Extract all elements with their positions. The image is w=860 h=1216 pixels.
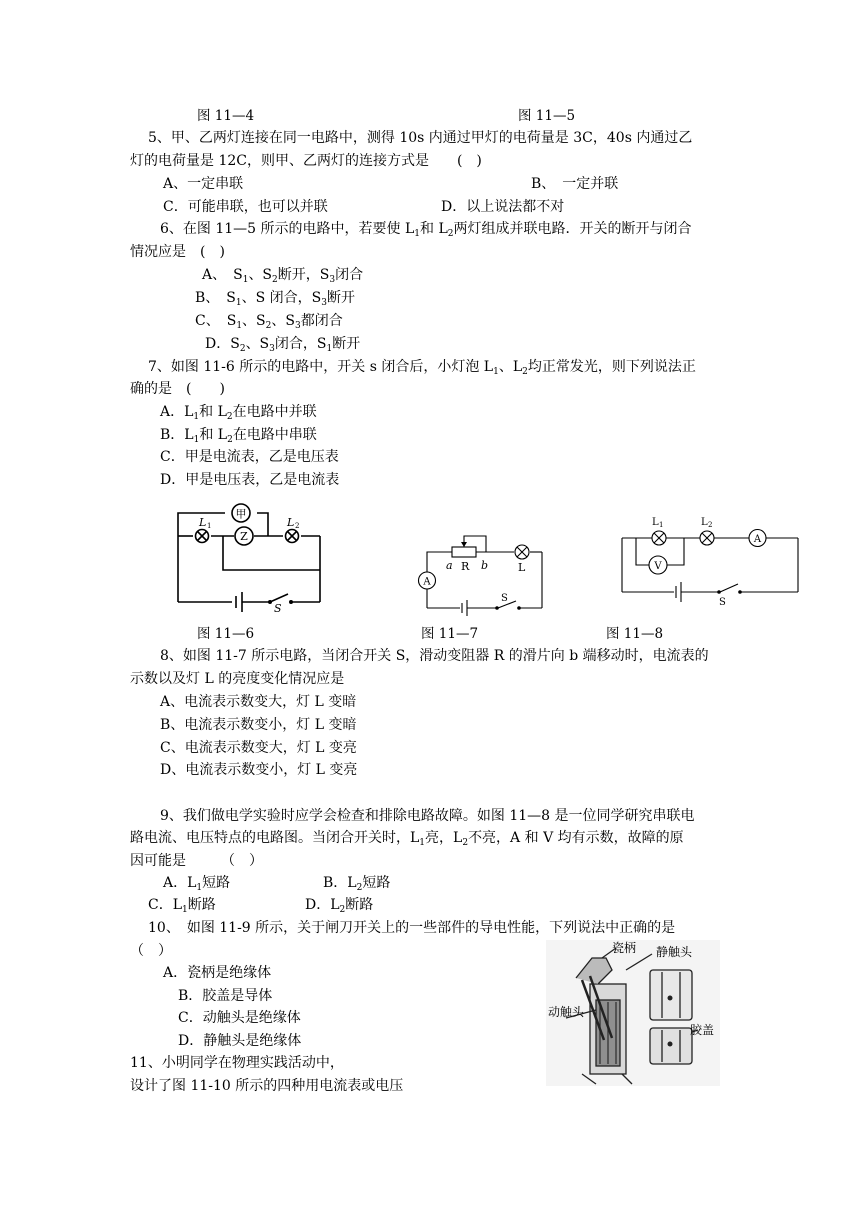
q5-option-b: B、 一定并联 <box>531 176 619 192</box>
circuit-fig-11-6 <box>170 500 330 615</box>
fig6-l1-sub: 1 <box>207 522 212 530</box>
q7-line2: 确的是 ( ) <box>130 381 225 397</box>
fig8-ammeter-label: A <box>753 534 762 545</box>
caption-fig-11-5: 图 11—5 <box>518 108 576 124</box>
q6-option-a: A、 $S_1$、$S_2$断开，$S_3$闭合 <box>202 267 364 285</box>
q7-option-b: B．$L_1$和 $L_2$在电路中串联 <box>160 427 317 445</box>
circuit-fig-11-7 <box>410 528 550 614</box>
q9-line3: 因可能是 （ ） <box>130 853 263 869</box>
fig6-l2-label: L <box>287 516 295 529</box>
q8-option-c: C、电流表示数变大，灯 L 变亮 <box>160 740 357 756</box>
q6-line2: 情况应是 ( ) <box>130 244 225 260</box>
fig6-jia-label: 甲 <box>235 507 247 521</box>
fig7-r-label: R <box>461 560 470 573</box>
q8-line1: 8、如图 11-7 所示电路，当闭合开关 S，滑动变阻器 R 的滑片向 b 端移动时，电流表的 <box>160 648 709 664</box>
q6-option-c: C、 $S_1$、$S_2$、$S_3$都闭合 <box>195 313 343 331</box>
q9-option-d: D．$L_2$断路 <box>305 897 374 915</box>
fig6-switch-label: S <box>274 602 282 615</box>
fig7-b-label: b <box>481 559 489 572</box>
q5-option-a: A、一定串联 <box>163 176 244 192</box>
q6-option-d: D．$S_2$、$S_3$闭合，$S_1$断开 <box>205 336 361 354</box>
q10-option-d: D．静触头是绝缘体 <box>178 1033 302 1049</box>
fig7-l-label: L <box>518 561 526 574</box>
q7-line1: 7、如图 11-6 所示的电路中，开关 s 闭合后，小灯泡 $L_1$、$L_2$均正常发光，则下列说法正 <box>148 359 696 377</box>
q6-line1: 6、在图 11—5 所示的电路中，若要使 $L_1$和 $L_2$两灯组成并联电路．开关的断开与闭合 <box>160 221 692 239</box>
fig7-ammeter-label: A <box>423 576 431 588</box>
q5-line1: 5、甲、乙两灯连接在同一电路中，测得 10s 内通过甲灯的电荷量是 3C，40s 内通过乙 <box>148 130 693 146</box>
caption-fig-11-4: 图 11—4 <box>197 108 255 124</box>
q8-option-d: D、电流表示数变小，灯 L 变亮 <box>160 762 358 778</box>
q9-option-b: B．$L_2$短路 <box>323 875 391 893</box>
q5-line2: 灯的电荷量是 12C，则甲、乙两灯的连接方式是 ( ) <box>130 153 482 169</box>
q9-option-a: A．$L_1$短路 <box>163 875 231 893</box>
fig6-l2-sub: 2 <box>295 522 300 530</box>
fig7-a-label: a <box>446 559 453 572</box>
label-jingchutou: 静触头 <box>656 945 693 959</box>
q9-line2: 路电流、电压特点的电路图。当闭合开关时，$L_1$亮，$L_2$不亮，A 和 V 均有示数，故障的原 <box>130 830 684 848</box>
fig7-switch-label: S <box>501 593 508 604</box>
q8-option-a: A、电流表示数变大，灯 L 变暗 <box>160 694 357 710</box>
caption-fig-11-8: 图 11—8 <box>606 626 664 642</box>
label-dongchutou: 动触头 <box>548 1005 585 1019</box>
knife-switch-image <box>546 940 720 1086</box>
q5-option-d: D．以上说法都不对 <box>441 199 565 215</box>
q5-option-c: C．可能串联，也可以并联 <box>163 199 328 215</box>
q8-line2: 示数以及灯 L 的亮度变化情况应是 <box>130 671 345 687</box>
q9-line1: 9、我们做电学实验时应学会检查和排除电路故障。如图 11—8 是一位同学研究串联电 <box>160 808 695 824</box>
q10-option-a: A．瓷柄是绝缘体 <box>163 965 272 981</box>
q7-option-c: C．甲是电流表，乙是电压表 <box>160 449 339 465</box>
q11-line2: 设计了图 11-10 所示的四种用电流表或电压 <box>130 1078 404 1094</box>
fig8-l1-label: L <box>652 517 659 528</box>
fig8-l2-label: L <box>701 517 708 528</box>
q10-line2: （ ） <box>130 943 172 959</box>
fig6-l1-label: L <box>199 516 207 529</box>
q6-option-b: B、 $S_1$、S 闭合，$S_3$断开 <box>195 290 355 308</box>
fig8-voltmeter-label: V <box>654 561 662 572</box>
fig8-l2-sub: 2 <box>708 521 713 529</box>
fig6-yi-label: Z <box>240 530 248 543</box>
q10-option-b: B．胶盖是导体 <box>178 988 273 1004</box>
label-jiaogai: 胶盖 <box>690 1023 715 1037</box>
fig8-switch-label: S <box>719 597 726 608</box>
q10-option-c: C．动触头是绝缘体 <box>178 1010 301 1026</box>
circuit-fig-11-8 <box>614 512 804 608</box>
q9-option-c: C．$L_1$断路 <box>148 897 216 915</box>
caption-fig-11-7: 图 11—7 <box>421 626 479 642</box>
q11-line1: 11、小明同学在物理实践活动中， <box>130 1055 344 1071</box>
q7-option-d: D．甲是电压表，乙是电流表 <box>160 472 340 488</box>
q10-line1: 10、 如图 11-9 所示，关于闸刀开关上的一些部件的导电性能，下列说法中正确的是 <box>148 920 676 936</box>
fig8-l1-sub: 1 <box>659 521 664 529</box>
q8-option-b: B、电流表示数变小，灯 L 变暗 <box>160 717 357 733</box>
q7-option-a: A．$L_1$和 $L_2$在电路中并联 <box>160 404 317 422</box>
label-ciping: 瓷柄 <box>612 941 637 955</box>
caption-fig-11-6: 图 11—6 <box>197 626 255 642</box>
